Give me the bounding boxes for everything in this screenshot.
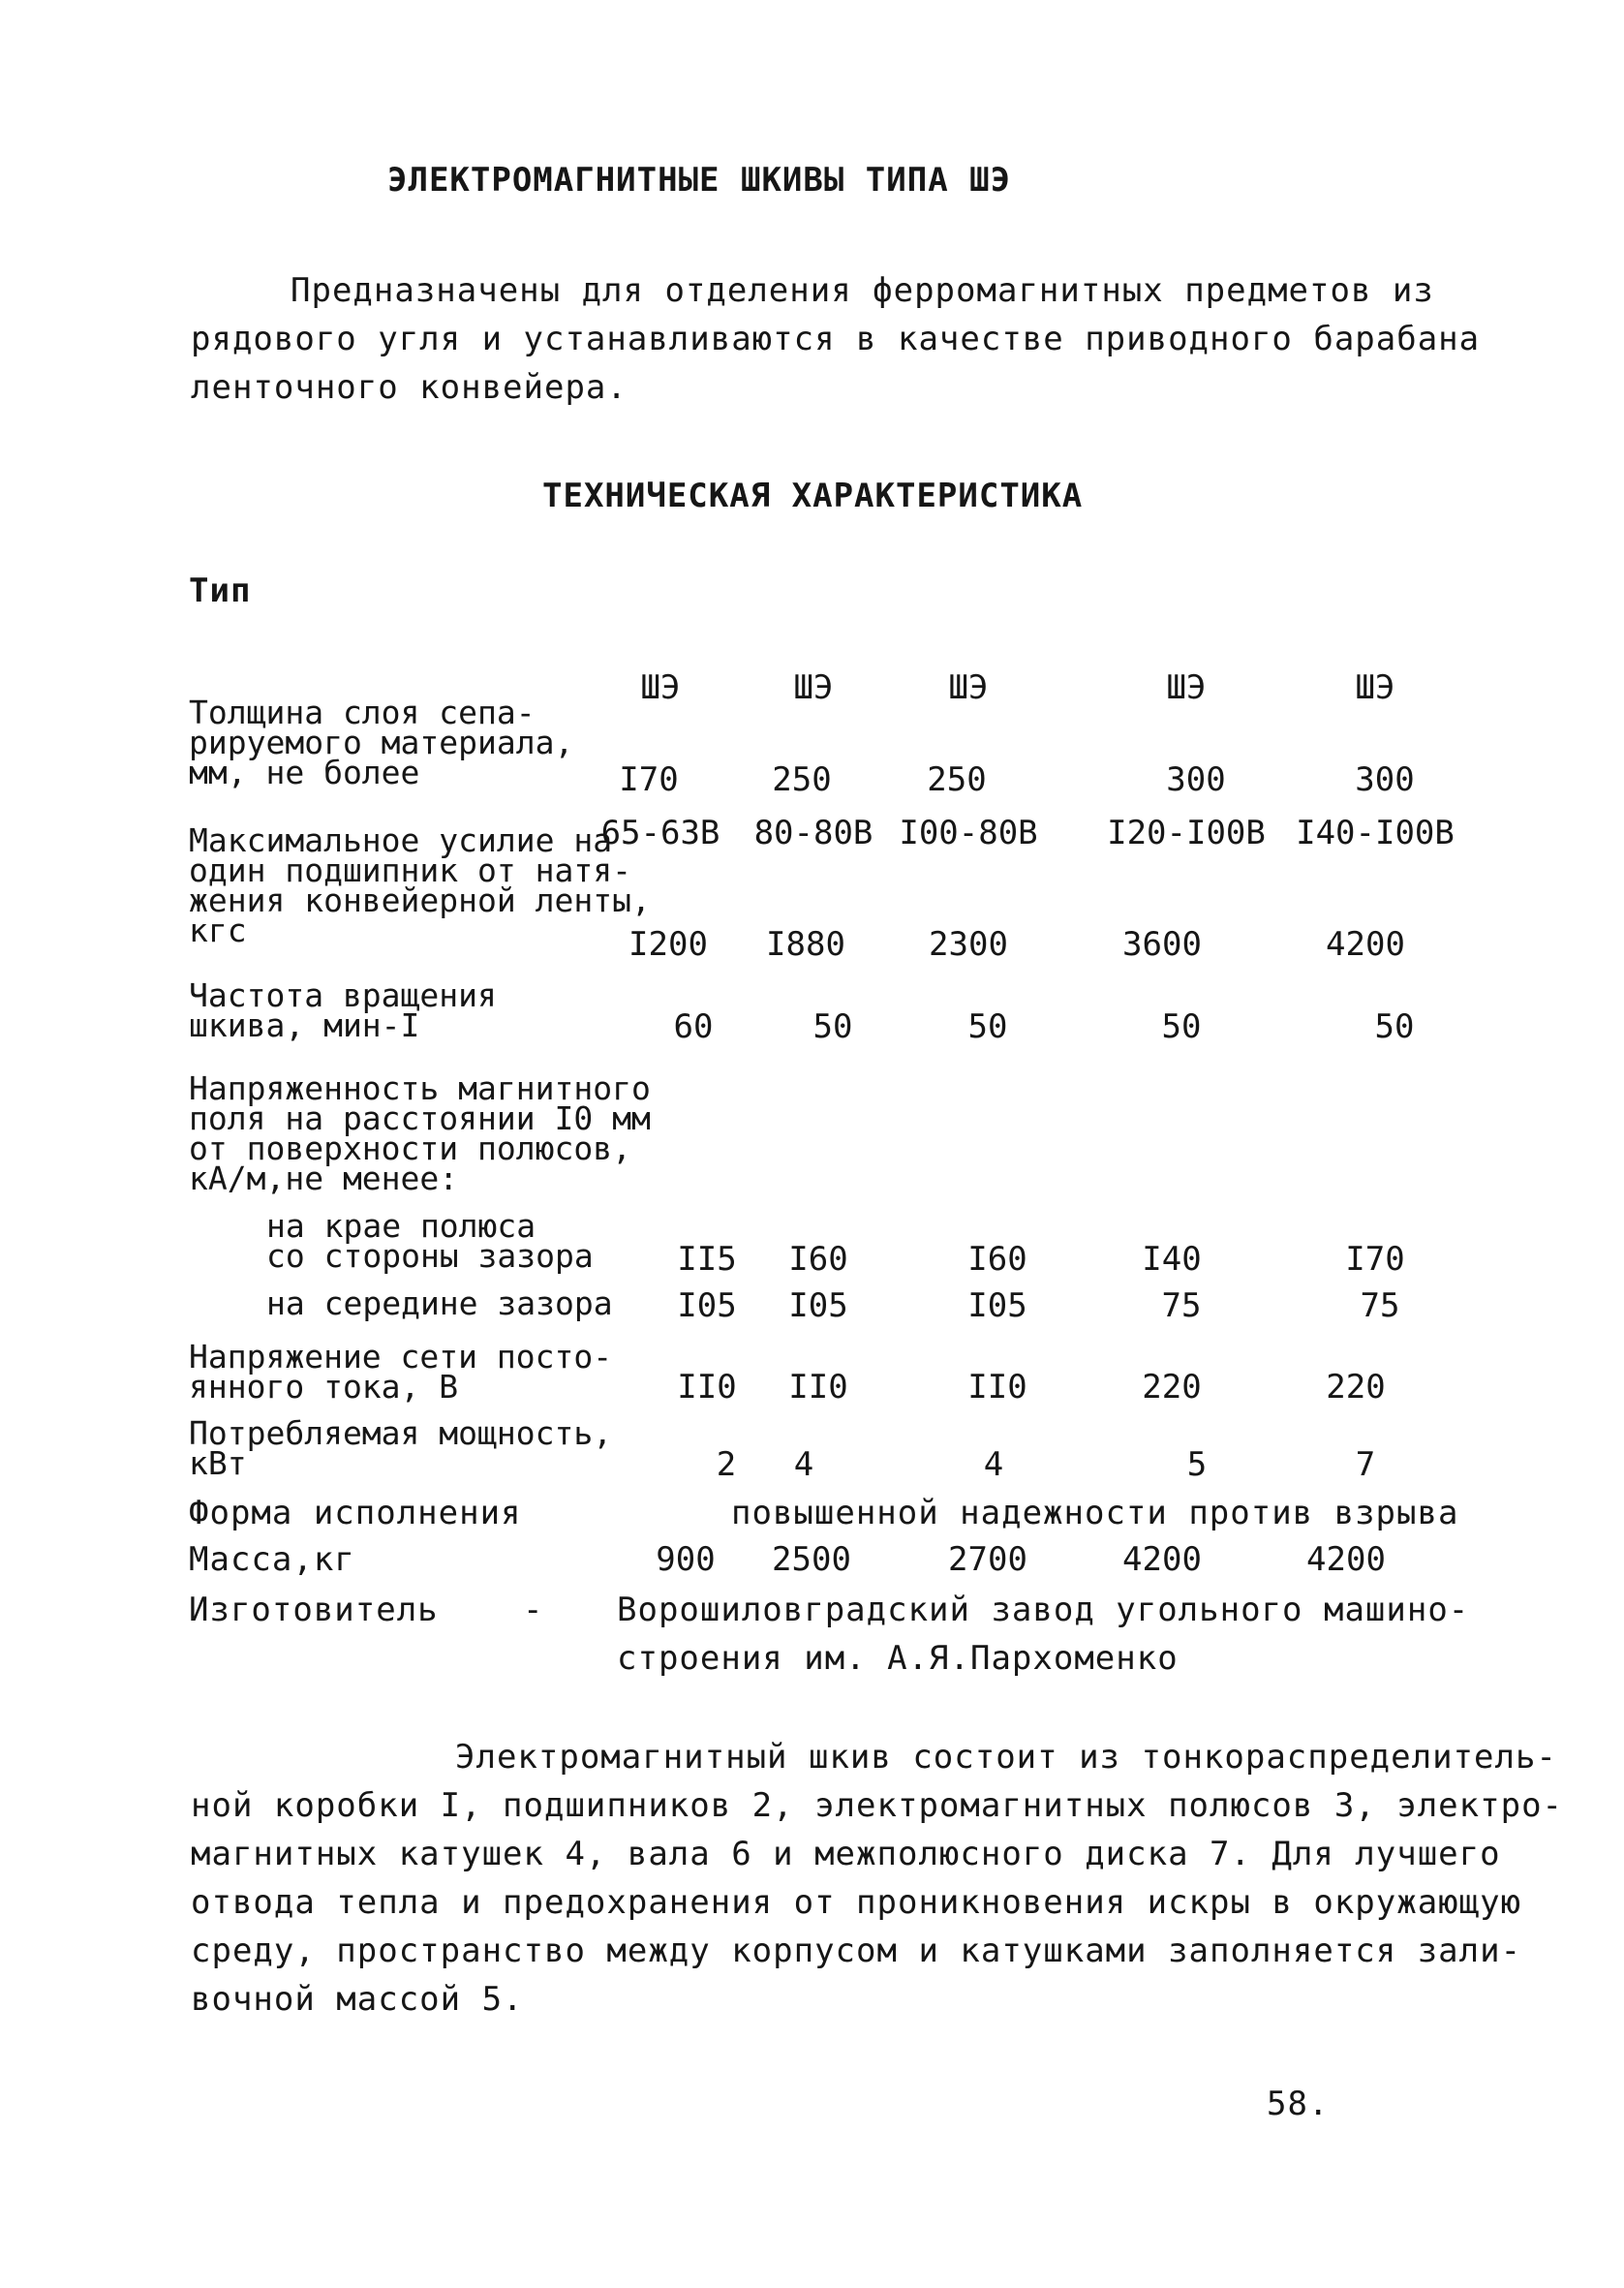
description-line: Электромагнитный шкив состоит из тонкораспределитель- [455,1738,1557,1777]
table-cell: 250 [772,760,832,799]
table-cell: 220 [1326,1368,1386,1407]
table-cell: 2 [716,1445,737,1484]
table-cell: 7 [1355,1445,1376,1484]
table-cell: II0 [677,1368,737,1407]
column-model: I20-I00В [1107,814,1266,852]
table-cell: 50 [1374,1007,1415,1046]
form-label: Форма исполнения [189,1494,522,1532]
table-cell: I70 [1345,1240,1405,1279]
table-cell: 2300 [929,925,1008,964]
row-label: Максимальное усилие на один подшипник от натя- жения конвейерной ленты, кгс [189,821,651,949]
table-cell: 2500 [772,1540,851,1579]
table-cell: 900 [656,1540,716,1579]
maker-value: строения им. А.Я.Пархоменко [617,1639,1179,1678]
table-cell: II5 [677,1240,737,1279]
table-cell: I05 [677,1286,737,1325]
table-cell: 3600 [1122,925,1202,964]
table-cell: I40 [1142,1240,1202,1279]
maker-value: Ворошиловградский завод угольного машино- [617,1591,1470,1629]
table-cell: 60 [673,1007,714,1046]
table-cell: 4 [983,1445,1004,1484]
column-model: 80-80В [753,814,873,852]
type-label: Тип [189,572,252,610]
row-sublabel: на крае полюса со стороны зазора [266,1207,594,1275]
mass-label: Масса,кг [189,1540,355,1579]
row-label: Напряжение сети посто- янного тока, В [189,1338,613,1406]
table-cell: I05 [967,1286,1027,1325]
table-cell: I200 [628,925,708,964]
table-cell: 250 [927,760,987,799]
row-label: Потребляемая мощность, кВт [189,1414,613,1482]
table-cell: 4200 [1122,1540,1202,1579]
column-series: ШЭ [1166,668,1207,707]
table-cell: 300 [1166,760,1226,799]
description-line: отвода тепла и предохранения от проникновения искры в окружающую [191,1883,1522,1922]
page-number: 58. [1267,2085,1330,2123]
description-line: вочной массой 5. [191,1980,524,2019]
table-cell: 50 [967,1007,1008,1046]
table-cell: II0 [788,1368,848,1407]
column-series: ШЭ [1355,668,1395,707]
table-cell: 4200 [1306,1540,1386,1579]
intro-line: Предназначены для отделения ферромагнитных предметов из [291,271,1434,310]
table-cell: 220 [1142,1368,1202,1407]
column-model: 65-63В [600,814,720,852]
row-label: Частота вращения шкива, мин-I [189,976,497,1044]
column-series: ШЭ [793,668,834,707]
column-model: I00-80В [899,814,1038,852]
intro-line: рядового угля и устанавливаются в качестве приводного барабана [191,320,1481,358]
table-cell: I70 [619,760,679,799]
column-series: ШЭ [640,668,681,707]
table-cell: 5 [1186,1445,1208,1484]
table-cell: 4 [793,1445,814,1484]
table-cell: 75 [1360,1286,1400,1325]
table-cell: 4200 [1326,925,1405,964]
table-cell: I880 [766,925,845,964]
table-cell: 300 [1355,760,1415,799]
column-series: ШЭ [948,668,989,707]
document-title: ЭЛЕКТРОМАГНИТНЫЕ ШКИВЫ ТИПА ШЭ [387,161,1012,200]
row-label: Толщина слоя сепа- рируемого материала, мм, не более [189,694,574,791]
intro-line: ленточного конвейера. [191,368,628,407]
table-cell: I60 [788,1240,848,1279]
table-cell: 50 [812,1007,853,1046]
table-cell: 2700 [948,1540,1027,1579]
column-model: I40-I00В [1296,814,1455,852]
maker-dash: - [523,1591,544,1629]
table-cell: I05 [788,1286,848,1325]
row-sublabel: на середине зазора [266,1284,613,1322]
maker-label: Изготовитель [189,1591,439,1629]
form-value: повышенной надежности против взрыва [731,1494,1459,1532]
row-label: Напряженность магнитного поля на расстоянии I0 мм от поверхности полюсов, кА/м,не менее: [189,1069,651,1197]
description-line: магнитных катушек 4, вала 6 и межполюсного диска 7. Для лучшего [191,1835,1501,1873]
description-line: среду, пространство между корпусом и катушками заполняется зали- [191,1932,1522,1970]
description-line: ной коробки I, подшипников 2, электромагнитных полюсов 3, электро- [191,1786,1564,1825]
table-cell: 75 [1161,1286,1202,1325]
table-cell: 50 [1161,1007,1202,1046]
table-cell: II0 [967,1368,1027,1407]
section-title: ТЕХНИЧЕСКАЯ ХАРАКТЕРИСТИКА [542,477,1084,515]
table-cell: I60 [967,1240,1027,1279]
